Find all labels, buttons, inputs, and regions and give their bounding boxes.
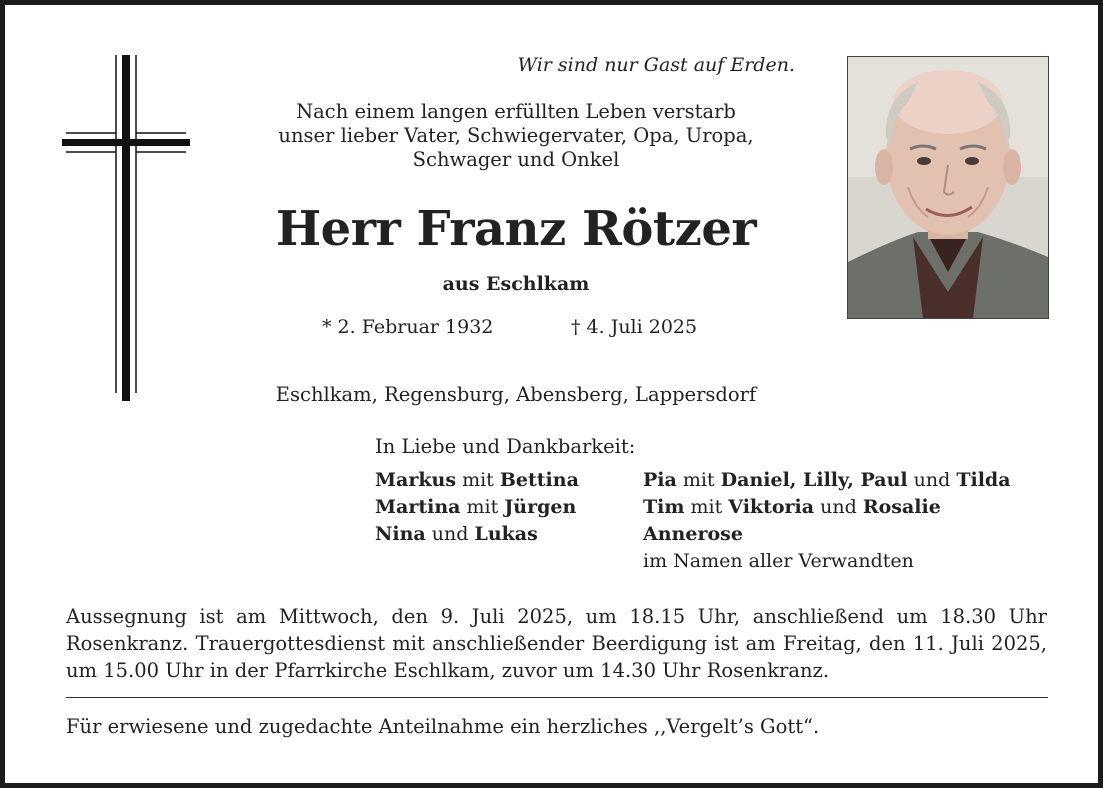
mourner-conjunction: und: [913, 469, 951, 491]
mourners-right: [643, 467, 1011, 575]
mourner-line: [375, 494, 579, 521]
mourner-name: Rosalie: [862, 496, 941, 518]
mourner-line: [375, 467, 579, 494]
mourner-name: Bettina: [499, 469, 579, 491]
mourner-name: Viktoria: [728, 496, 815, 518]
thanks-intro: In Liebe und Dankbarkeit:: [375, 435, 636, 458]
mourner-name: Annerose: [643, 523, 743, 545]
cross-icon: [62, 55, 190, 405]
places: Eschlkam, Regensburg, Abensberg, Lappersdorf: [275, 383, 757, 406]
mourner-conjunction: mit: [462, 469, 494, 491]
intro-line: unser lieber Vater, Schwiegervater, Opa, Uropa,: [278, 124, 754, 147]
birth-date: * 2. Februar 1932: [322, 316, 494, 338]
mourner-name: Daniel, Lilly, Paul: [720, 469, 908, 491]
mourner-name: Pia: [643, 469, 677, 491]
mourner-conjunction: mit: [690, 496, 723, 518]
deceased-name: Herr Franz Rötzer: [275, 201, 757, 257]
intro-line: Nach einem langen erfüllten Leben verstarb: [296, 100, 736, 123]
divider: [66, 697, 1048, 698]
mourner-conjunction: und: [820, 496, 857, 518]
mourner-note: im Namen aller Verwandten: [643, 550, 914, 572]
mourner-line: [643, 467, 1011, 494]
mourner-name: Lukas: [474, 523, 538, 545]
service-details: Aussegnung ist am Mittwoch, den 9. Juli 2025, um 18.15 Uhr, anschließend um 18.30 Uhr Rosenkranz. Trauergottesdienst mit anschließender Beerdigung ist am Freitag, den 11. Juli 2025, um 15.00 Uhr in der Pfarrkirche Eschlkam, zuvor um 14.30 Uhr Rosenkranz.: [66, 605, 1047, 682]
death-date: † 4. Juli 2025: [571, 316, 698, 338]
mourner-conjunction: mit: [682, 469, 715, 491]
mourner-name: Jürgen: [504, 496, 577, 518]
mourners-left: [375, 467, 579, 548]
intro-text: [215, 100, 817, 172]
mourner-name: Markus: [375, 469, 457, 491]
mourner-name: Nina: [375, 523, 426, 545]
intro-line: Schwager und Onkel: [412, 148, 620, 171]
mourner-line: [375, 521, 579, 548]
mourner-conjunction: und: [431, 523, 469, 545]
origin: aus Eschlkam: [442, 273, 590, 295]
mourner-name: Tilda: [956, 469, 1011, 491]
mourner-name: Martina: [375, 496, 461, 518]
closing-text: Für erwiesene und zugedachte Anteilnahme ein herzliches ,,Vergelt’s Gott“.: [66, 715, 820, 738]
mourner-line: [643, 521, 1011, 548]
mourner-line: [643, 494, 1011, 521]
mourner-name: Tim: [643, 496, 685, 518]
mourner-conjunction: mit: [466, 496, 499, 518]
motto: Wir sind nur Gast auf Erden.: [517, 54, 795, 76]
mourner-line: [643, 548, 1011, 575]
portrait-photo: [847, 56, 1049, 319]
